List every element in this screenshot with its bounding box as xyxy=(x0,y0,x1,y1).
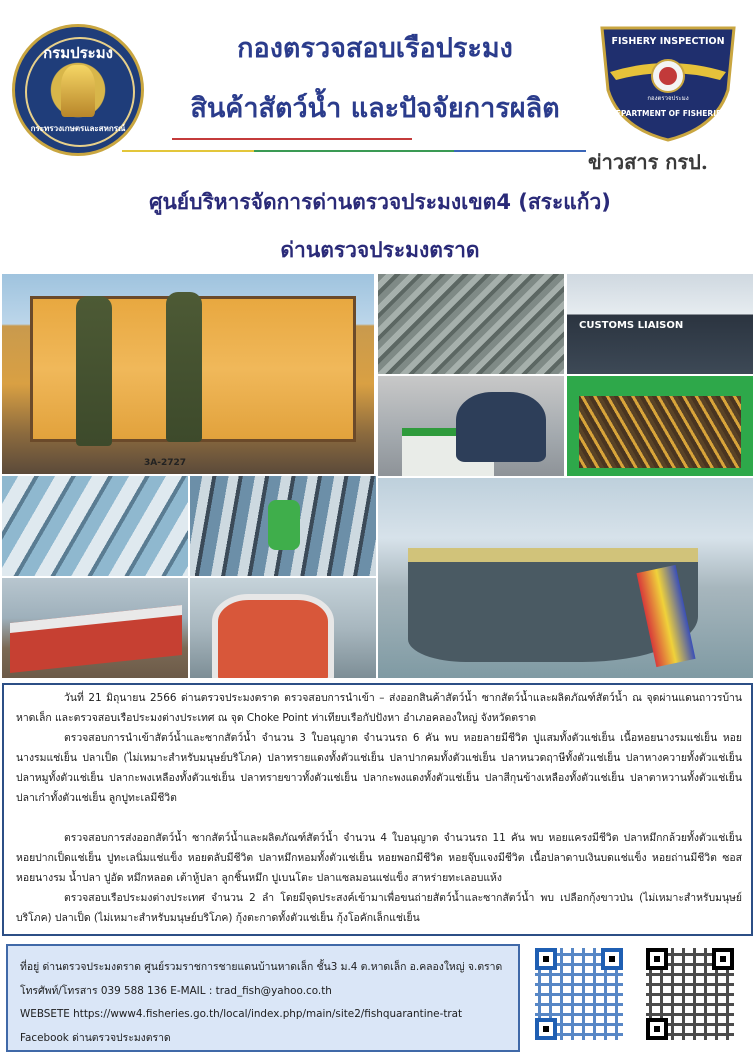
department-of-fisheries-seal xyxy=(12,24,144,156)
seal-top-text: กรมประมง xyxy=(43,44,113,62)
contact-box xyxy=(6,944,520,1052)
photo-officer-checking-box xyxy=(378,376,564,476)
badge-bottom-text: DEPARTMENT OF FISHERIES xyxy=(609,109,727,118)
photo-live-shellfish xyxy=(378,274,564,374)
divider-red xyxy=(172,138,412,140)
qr-code-website[interactable] xyxy=(531,944,627,1044)
divider-green xyxy=(254,150,454,152)
badge-small-text: กองตรวจประมง xyxy=(647,95,689,102)
qr-code-facebook[interactable] xyxy=(642,944,738,1044)
photo-boat-hold xyxy=(2,578,188,678)
fishery-inspection-badge xyxy=(596,20,740,142)
article-paragraph-2: ตรวจสอบการนำเข้าสัตว์น้ำและซากสัตว์น้ำ จำนวน 3 ใบอนุญาต จำนวนรถ 6 คัน พบ หอยลายมีชีวิต ปูแสมทั้งตัวแช่เย็น เนื้อหอยนางรมแช่เย็น หอยนางรมแช่เย็น ปลาเป็ด (ไม่เหมาะสำหรับมนุษย์บริโภค) ปลาทรายแดงทั้งตัวแช่เย็น ปลาปากคมทั้งตัวแช่เย็น ปลาหนวดฤาษีทั้งตัวแช่เย็น ปลาหางควายทั้งตัวแช่เย็น ปลาหมูทั้งตัวแช่เย็น ปลากะพงเหลืองทั้งตัวแช่เย็น ปลาทรายขาวทั้งตัวแช่เย็น ปลากะพงแดงทั้งตัวแช่เย็น ปลาสีกุนข้างเหลืองทั้งตัวแช่เย็น ปลาตาหวานทั้งตัวแช่เย็น ปลาเก๋าทั้งตัวแช่เย็น ลูกปูทะเลมีชีวิต xyxy=(16,732,742,804)
photo-customs-officer xyxy=(567,274,753,374)
article-paragraph-4: ตรวจสอบเรือประมงต่างประเทศ จำนวน 2 ลำ โดยมีจุดประสงค์เข้ามาเพื่อขนถ่ายสัตว์น้ำและซากสัตว์น้ำ พบ เปลือกกุ้งขาวป่น (ไม่เหมาะสำหรับมนุษย์บริโภค) ปลาเป็ด (ไม่เหมาะสำหรับมนุษย์บริโภค) กุ้งตะกาดทั้งตัวแช่เย็น กุ้งโอคักเล็กแช่เย็น xyxy=(16,892,742,924)
divider-yellow xyxy=(122,150,254,152)
division-subtitle: สินค้าสัตว์น้ำ และปัจจัยการผลิต xyxy=(190,93,560,124)
center-title: ศูนย์บริหารจัดการด่านตรวจประมงเขต4 (สระแก้ว) xyxy=(149,190,611,214)
badge-top-text: FISHERY INSPECTION xyxy=(611,36,725,47)
photo-sacks xyxy=(2,476,188,576)
contact-website: WEBSETE https://www4.fisheries.go.th/local/index.php/main/site2/fishquarantine-trat xyxy=(20,1008,463,1020)
checkpoint-title: ด่านตรวจประมงตราด xyxy=(280,238,480,262)
truck-plate: 3A-2727 xyxy=(144,458,187,468)
contact-facebook: Facebook ด่านตรวจประมงตราด xyxy=(20,1031,171,1044)
photo-fish-tub xyxy=(567,376,753,476)
photo-loading-sacks xyxy=(190,476,376,576)
photo-boat-top-view xyxy=(190,578,376,678)
divider-blue xyxy=(454,150,586,152)
contact-phone-email: โทรศัพท์/โทรสาร 039 588 136 E-MAIL : trad_fish@yahoo.co.th xyxy=(20,984,332,997)
division-title: กองตรวจสอบเรือประมง xyxy=(237,33,513,64)
photo-truck-inspection xyxy=(2,274,374,474)
photo-foreign-fishing-vessel xyxy=(378,478,753,678)
article-box xyxy=(2,683,753,936)
news-label: ข่าวสาร กรป. xyxy=(588,150,708,174)
article-paragraph-3: ตรวจสอบการส่งออกสัตว์น้ำ ซากสัตว์น้ำและผลิตภัณฑ์สัตว์น้ำ จำนวน 4 ใบอนุญาต จำนวนรถ 11 คัน พบ หอยแครงมีชีวิต ปลาหมึกกล้วยทั้งตัวแช่เย็น หอยปากเป็ดแช่เย็น ปูทะเลนิ่มแช่แข็ง หอยตลับมีชีวิต ปลาหมึกหอมทั้งตัวแช่เย็น หอยพอกมีชีวิต หอยจุ๊บแจงมีชีวิต เนื้อปลาดาบเงินบดแช่แข็ง หอยถ่านมีชีวิต ซอสหอยนางรม น้ำปลา ปูอัด หมึกหลอด เต้าหู้ปลา ลูกชิ้นหมึก ปูเบนโตะ ปลาแซลมอนแช่แข็ง สาหร่ายทะเลอบแห้ง xyxy=(16,832,742,884)
contact-address: ที่อยู่ ด่านตรวจประมงตราด ศูนย์รวมราชการชายแดนบ้านหาดเล็ก ชั้น3 ม.4 ต.หาดเล็ก อ.คลองใหญ่ จ.ตราด xyxy=(20,961,503,973)
customs-tag: CUSTOMS LIAISON xyxy=(579,320,684,331)
seal-bottom-text: กระทรวงเกษตรและสหกรณ์ xyxy=(30,124,126,133)
article-paragraph-1: วันที่ 21 มิถุนายน 2566 ด่านตรวจประมงตราด ตรวจสอบการนำเข้า – ส่งออกสินค้าสัตว์น้ำ ซากสัตว์น้ำและผลิตภัณฑ์สัตว์น้ำ ณ จุดผ่านแดนถาวรบ้านหาดเล็ก และตรวจสอบเรือประมงต่างประเทศ ณ จุด Choke Point ท่าเทียบเรือกัปปังหา อำเภอคลองใหญ่ จังหวัดตราด xyxy=(16,692,742,724)
garuda-emblem-icon xyxy=(61,65,95,117)
